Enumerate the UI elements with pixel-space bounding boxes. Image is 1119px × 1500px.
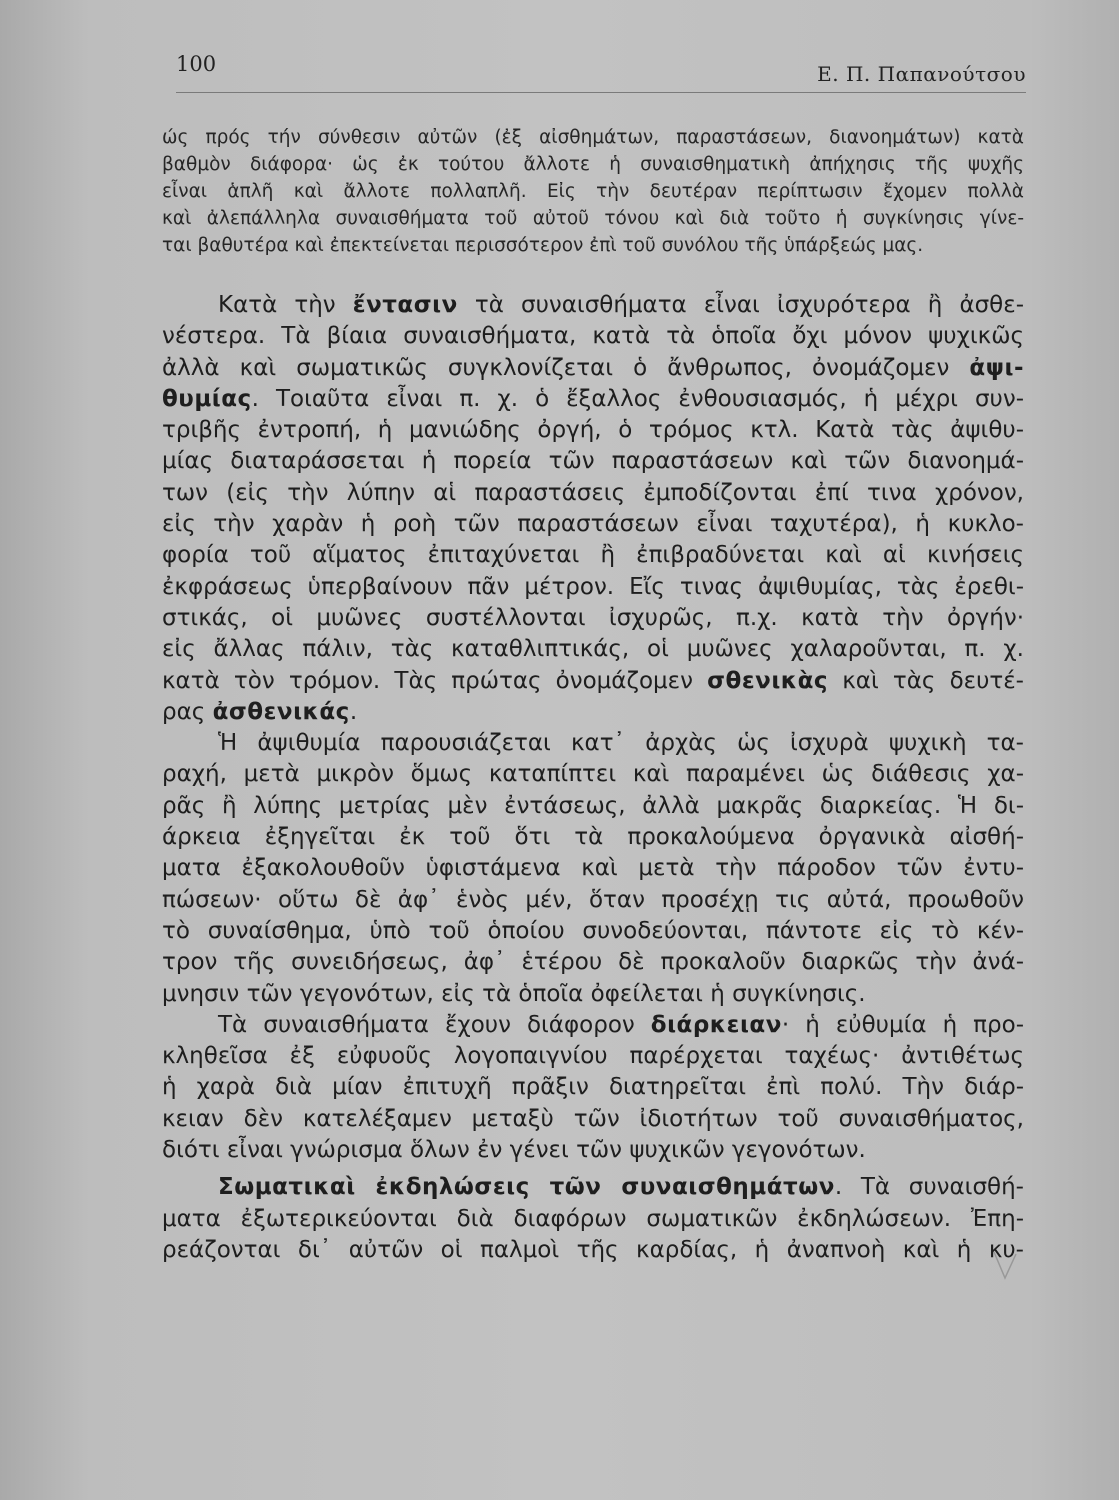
term-apsithymias-part1: ἀψι- xyxy=(969,354,1024,381)
text-line: κληθεῖσα ἐξ εὐφυοῦς λογοπαιγνίου παρέρχεται ταχέως· ἀντιθέτως xyxy=(162,1043,1024,1070)
paragraph-duration xyxy=(162,1010,1024,1166)
text-line: εἰς ἄλλας πάλιν, τὰς καταθλιπτικάς, οἱ μυῶνες χαλαροῦνται, π. χ. xyxy=(162,636,1024,663)
text-line: νέστερα. Τὰ βίαια συναισθήματα, κατὰ τὰ ὁποῖα ὄχι μόνον ψυχικῶς xyxy=(162,323,1024,350)
text-line: των (εἰς τὴν λύπην αἱ παραστάσεις ἐμποδίζονται ἐπί τινα χρόνον, xyxy=(162,479,1024,506)
small-text-line: ται βαθυτέρα καὶ ἐπεκτείνεται περισσότερον ἐπὶ τοῦ συνόλου τῆς ὑπάρξεώς μας. xyxy=(162,235,924,256)
text-line: τὸ συναίσθημα, ὑπὸ τοῦ ὁποίου συνοδεύονται, πάντοτε εἰς τὸ κέν- xyxy=(162,917,1024,944)
text-run: ρας xyxy=(162,698,213,725)
text-run: Κατὰ τὴν xyxy=(218,292,353,318)
text-line: άρκεια ἐξηγεῖται ἐκ τοῦ ὅτι τὰ προκαλούμενα ὀργανικὰ αἰσθή- xyxy=(162,824,1024,851)
text-run: Ἡ ἀψιθυμία παρουσιάζεται κατ᾿ ἀρχὰς ὡς ἰσχυρὰ ψυχικὴ τα- xyxy=(218,730,1024,757)
text-line xyxy=(162,666,1024,697)
term-entasin: ἔντασιν xyxy=(352,292,458,318)
text-run: κατὰ τὸν τρόμον. Τὰς πρώτας ὀνομάζομεν xyxy=(162,667,708,694)
text-line: φορία τοῦ αἵματος ἐπιταχύνεται ἢ ἐπιβραδύνεται καὶ αἱ κινήσεις xyxy=(162,542,1024,569)
small-text-line: εἶναι ἁπλῆ καὶ ἄλλοτε πολλαπλῆ. Εἰς τὴν δευτέραν περίπτωσιν ἔχομεν πολλὰ xyxy=(162,181,1024,202)
text-line xyxy=(162,728,1024,759)
text-line: ραχή, μετὰ μικρὸν ὅμως καταπίπτει καὶ παραμένει ὡς διάθεσις χα- xyxy=(162,761,1024,788)
paragraph-bodily-expressions xyxy=(162,1172,1024,1266)
text-run: τὰ συναισθήματα εἶναι ἰσχυρότερα ἢ ἀσθε- xyxy=(457,292,1024,318)
text-line: εἰς τὴν χαρὰν ἡ ροὴ τῶν παραστάσεων εἶναι ταχυτέρα), ἡ κυκλο- xyxy=(162,511,1024,538)
text-line: τριβῆς ἐντροπή, ἡ μανιώδης ὀργή, ὁ τρόμος κτλ. Κατὰ τὰς ἀψιθυ- xyxy=(162,417,1024,444)
text-line: ρεάζονται δι᾿ αὐτῶν οἱ παλμοὶ τῆς καρδίας, ἡ ἀναπνοὴ καὶ ἡ κυ- xyxy=(162,1236,1024,1263)
page-header xyxy=(176,52,1026,93)
text-run: . Τοιαῦτα εἶναι π. χ. ὁ ἔξαλλος ἐνθουσιασμός, ἡ μέχρι συν- xyxy=(251,385,1024,412)
text-line: τρον τῆς συνειδήσεως, ἀφ᾿ ἑτέρου δὲ προκαλοῦν διαρκῶς τὴν ἀνά- xyxy=(162,949,1024,976)
small-text-line: καὶ ἀλεπάλληλα συναισθήματα τοῦ αὐτοῦ τόνου καὶ διὰ τοῦτο ἡ συγκίνησις γίνε- xyxy=(162,208,1024,229)
small-text-line: ώς πρός τήν σύνθεσιν αὐτῶν (ἐξ αἰσθημάτων, παραστάσεων, διανοημάτων) κατὰ xyxy=(162,127,1024,148)
text-line: μίας διαταράσσεται ἡ πορεία τῶν παραστάσεων καὶ τῶν διανοημά- xyxy=(162,448,1024,475)
text-line: ρᾶς ἢ λύπης μετρίας μὲν ἐντάσεως, ἀλλὰ μακρᾶς διαρκείας. Ἡ δι- xyxy=(162,792,1024,819)
text-line xyxy=(162,1010,1024,1041)
text-run: · ἡ εὐθυμία ἡ προ- xyxy=(781,1011,1024,1038)
text-line: κειαν δὲν κατελέξαμεν μεταξὺ τῶν ἰδιοτήτων τοῦ συναισθήματος, xyxy=(162,1105,1024,1132)
term-sthenikas: σθενικὰς xyxy=(707,667,829,694)
small-text-line: βαθμὸν διάφορα· ὡς ἐκ τούτου ἄλλοτε ἡ συναισθηματικὴ ἀπήχησις τῆς ψυχῆς xyxy=(162,154,1024,175)
text-line: διότι εἶναι γνώρισμα ὅλων ἐν γένει τῶν ψυχικῶν γεγονότων. xyxy=(162,1137,866,1164)
paragraph-intensity xyxy=(162,290,1024,728)
text-run: καὶ τὰς δευτέ- xyxy=(828,667,1024,694)
main-text xyxy=(162,290,1024,1266)
text-run: ἀλλὰ καὶ σωματικῶς συγκλονίζεται ὁ ἄνθρωπος, ὀνομάζομεν xyxy=(162,354,970,381)
paragraph-apsithymia xyxy=(162,728,1024,1010)
text-line: πώσεων· οὕτω δὲ ἀφ᾿ ἑνὸς μέν, ὅταν προσέχῃ τις αὐτά, προωθοῦν xyxy=(162,886,1024,913)
page-number: 100 xyxy=(176,52,217,76)
pencil-mark-icon xyxy=(992,1250,1018,1280)
text-line: μνησιν τῶν γεγονότων, εἰς τὰ ὁποῖα ὀφείλεται ἡ συγκίνησις. xyxy=(162,980,866,1007)
text-run: . xyxy=(349,698,358,725)
term-diarkeian: διάρκειαν xyxy=(650,1011,782,1038)
running-head: Ε. Π. Παπανούτσου xyxy=(817,62,1026,86)
term-asthenikas: ἀσθενικάς xyxy=(212,698,350,725)
text-line xyxy=(162,353,1024,384)
text-run: Τὰ συναισθήματα ἔχουν διάφορον xyxy=(218,1011,651,1038)
text-run: . Τὰ συναισθή- xyxy=(834,1174,1024,1201)
text-line: ματα ἐξακολουθοῦν ὑφιστάμενα καὶ μετὰ τὴν πάροδον τῶν ἐντυ- xyxy=(162,855,1024,882)
text-line: ἡ χαρὰ διὰ μίαν ἐπιτυχῆ πρᾶξιν διατηρεῖται ἐπὶ πολύ. Τὴν διάρ- xyxy=(162,1074,1024,1101)
text-line: ἐκφράσεως ὑπερβαίνουν πᾶν μέτρον. Εἴς τινας ἀψιθυμίας, τὰς ἐρεθι- xyxy=(162,573,1024,600)
section-heading-bodily-expressions: Σωματικαὶ ἐκδηλώσεις τῶν συναισθημάτων xyxy=(218,1174,835,1201)
text-line xyxy=(162,290,1024,321)
term-apsithymias-part2: θυμίας xyxy=(162,385,252,412)
small-print-paragraph xyxy=(162,124,1024,259)
text-line xyxy=(162,697,1024,728)
text-line: στικάς, οἱ μυῶνες συστέλλονται ἰσχυρῶς, π.χ. κατὰ τὴν ὀργήν· xyxy=(162,604,1024,631)
text-line xyxy=(162,384,1024,415)
text-line: ματα ἐξωτερικεύονται διὰ διαφόρων σωματικῶν ἐκδηλώσεων. Ἐπη- xyxy=(162,1205,1024,1232)
text-line xyxy=(162,1172,1024,1203)
